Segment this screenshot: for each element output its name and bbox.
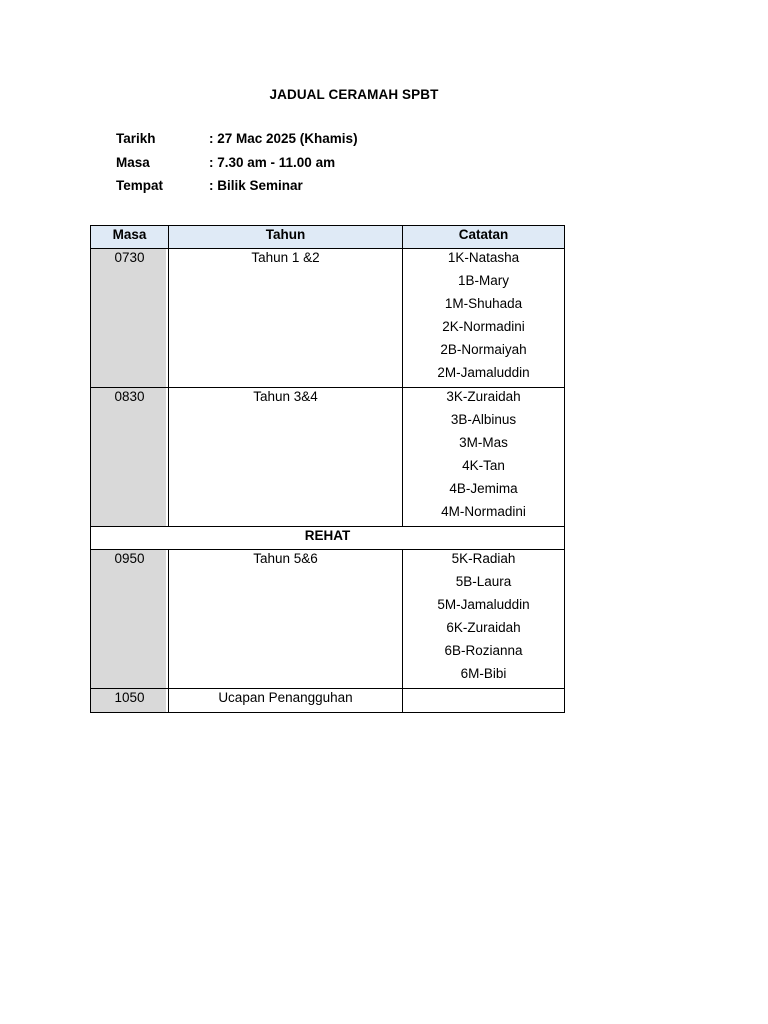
masa-cell: 0950 bbox=[91, 550, 169, 689]
catatan-item: 3B-Albinus bbox=[450, 412, 517, 427]
catatan-item: 6B-Rozianna bbox=[444, 643, 523, 658]
catatan-item: 4K-Tan bbox=[462, 458, 505, 473]
masa-cell: 1050 bbox=[91, 689, 169, 713]
catatan-item: 5K-Radiah bbox=[451, 551, 516, 566]
catatan-item: 2B-Normaiyah bbox=[440, 342, 527, 357]
tahun-cell: Ucapan Penangguhan bbox=[169, 689, 403, 713]
info-label: Tempat bbox=[116, 178, 164, 193]
catatan-item: 1M-Shuhada bbox=[444, 296, 523, 311]
catatan-item: 2M-Jamaluddin bbox=[437, 365, 530, 380]
info-value: : 7.30 am - 11.00 am bbox=[209, 154, 336, 170]
catatan-item: 4B-Jemima bbox=[449, 481, 518, 496]
masa-cell: 0830 bbox=[91, 388, 169, 527]
page-title: JADUAL CERAMAH SPBT bbox=[269, 87, 439, 102]
header-tahun: Tahun bbox=[169, 226, 403, 249]
info-label: Tarikh bbox=[116, 131, 156, 146]
catatan-item: 3M-Mas bbox=[459, 435, 508, 450]
table-row bbox=[91, 689, 565, 713]
info-label: Masa bbox=[116, 154, 150, 170]
catatan-item: 1K-Natasha bbox=[447, 250, 520, 265]
tahun-cell: Tahun 5&6 bbox=[169, 550, 403, 689]
table-row bbox=[91, 388, 565, 527]
info-row-tarikh bbox=[116, 131, 358, 155]
masa-cell: 0730 bbox=[91, 249, 169, 388]
header-catatan: Catatan bbox=[403, 226, 565, 249]
catatan-cell bbox=[403, 550, 565, 689]
table-row bbox=[91, 249, 565, 388]
catatan-cell bbox=[403, 388, 565, 527]
catatan-item: 2K-Normadini bbox=[442, 319, 525, 334]
rehat-cell: REHAT bbox=[91, 527, 565, 550]
info-row-masa bbox=[116, 155, 358, 179]
catatan-item: 5M-Jamaluddin bbox=[437, 597, 530, 612]
info-value: : Bilik Seminar bbox=[209, 178, 303, 193]
tahun-cell: Tahun 1 &2 bbox=[169, 249, 403, 388]
catatan-item: 4M-Normadini bbox=[441, 504, 526, 519]
tahun-cell: Tahun 3&4 bbox=[169, 388, 403, 527]
rehat-row bbox=[91, 527, 565, 550]
catatan-item: 3K-Zuraidah bbox=[446, 389, 521, 404]
catatan-item: 6M-Bibi bbox=[460, 666, 507, 681]
table-row bbox=[91, 550, 565, 689]
catatan-cell bbox=[403, 249, 565, 388]
info-block bbox=[116, 131, 358, 202]
catatan-cell bbox=[403, 689, 565, 713]
info-value: : 27 Mac 2025 (Khamis) bbox=[209, 131, 358, 146]
table-header-row bbox=[91, 226, 565, 249]
header-masa: Masa bbox=[91, 226, 169, 249]
catatan-item: 5B-Laura bbox=[455, 574, 512, 589]
catatan-item: 1B-Mary bbox=[457, 273, 509, 288]
schedule-table bbox=[90, 225, 565, 713]
info-row-tempat bbox=[116, 178, 358, 202]
catatan-item: 6K-Zuraidah bbox=[446, 620, 521, 635]
